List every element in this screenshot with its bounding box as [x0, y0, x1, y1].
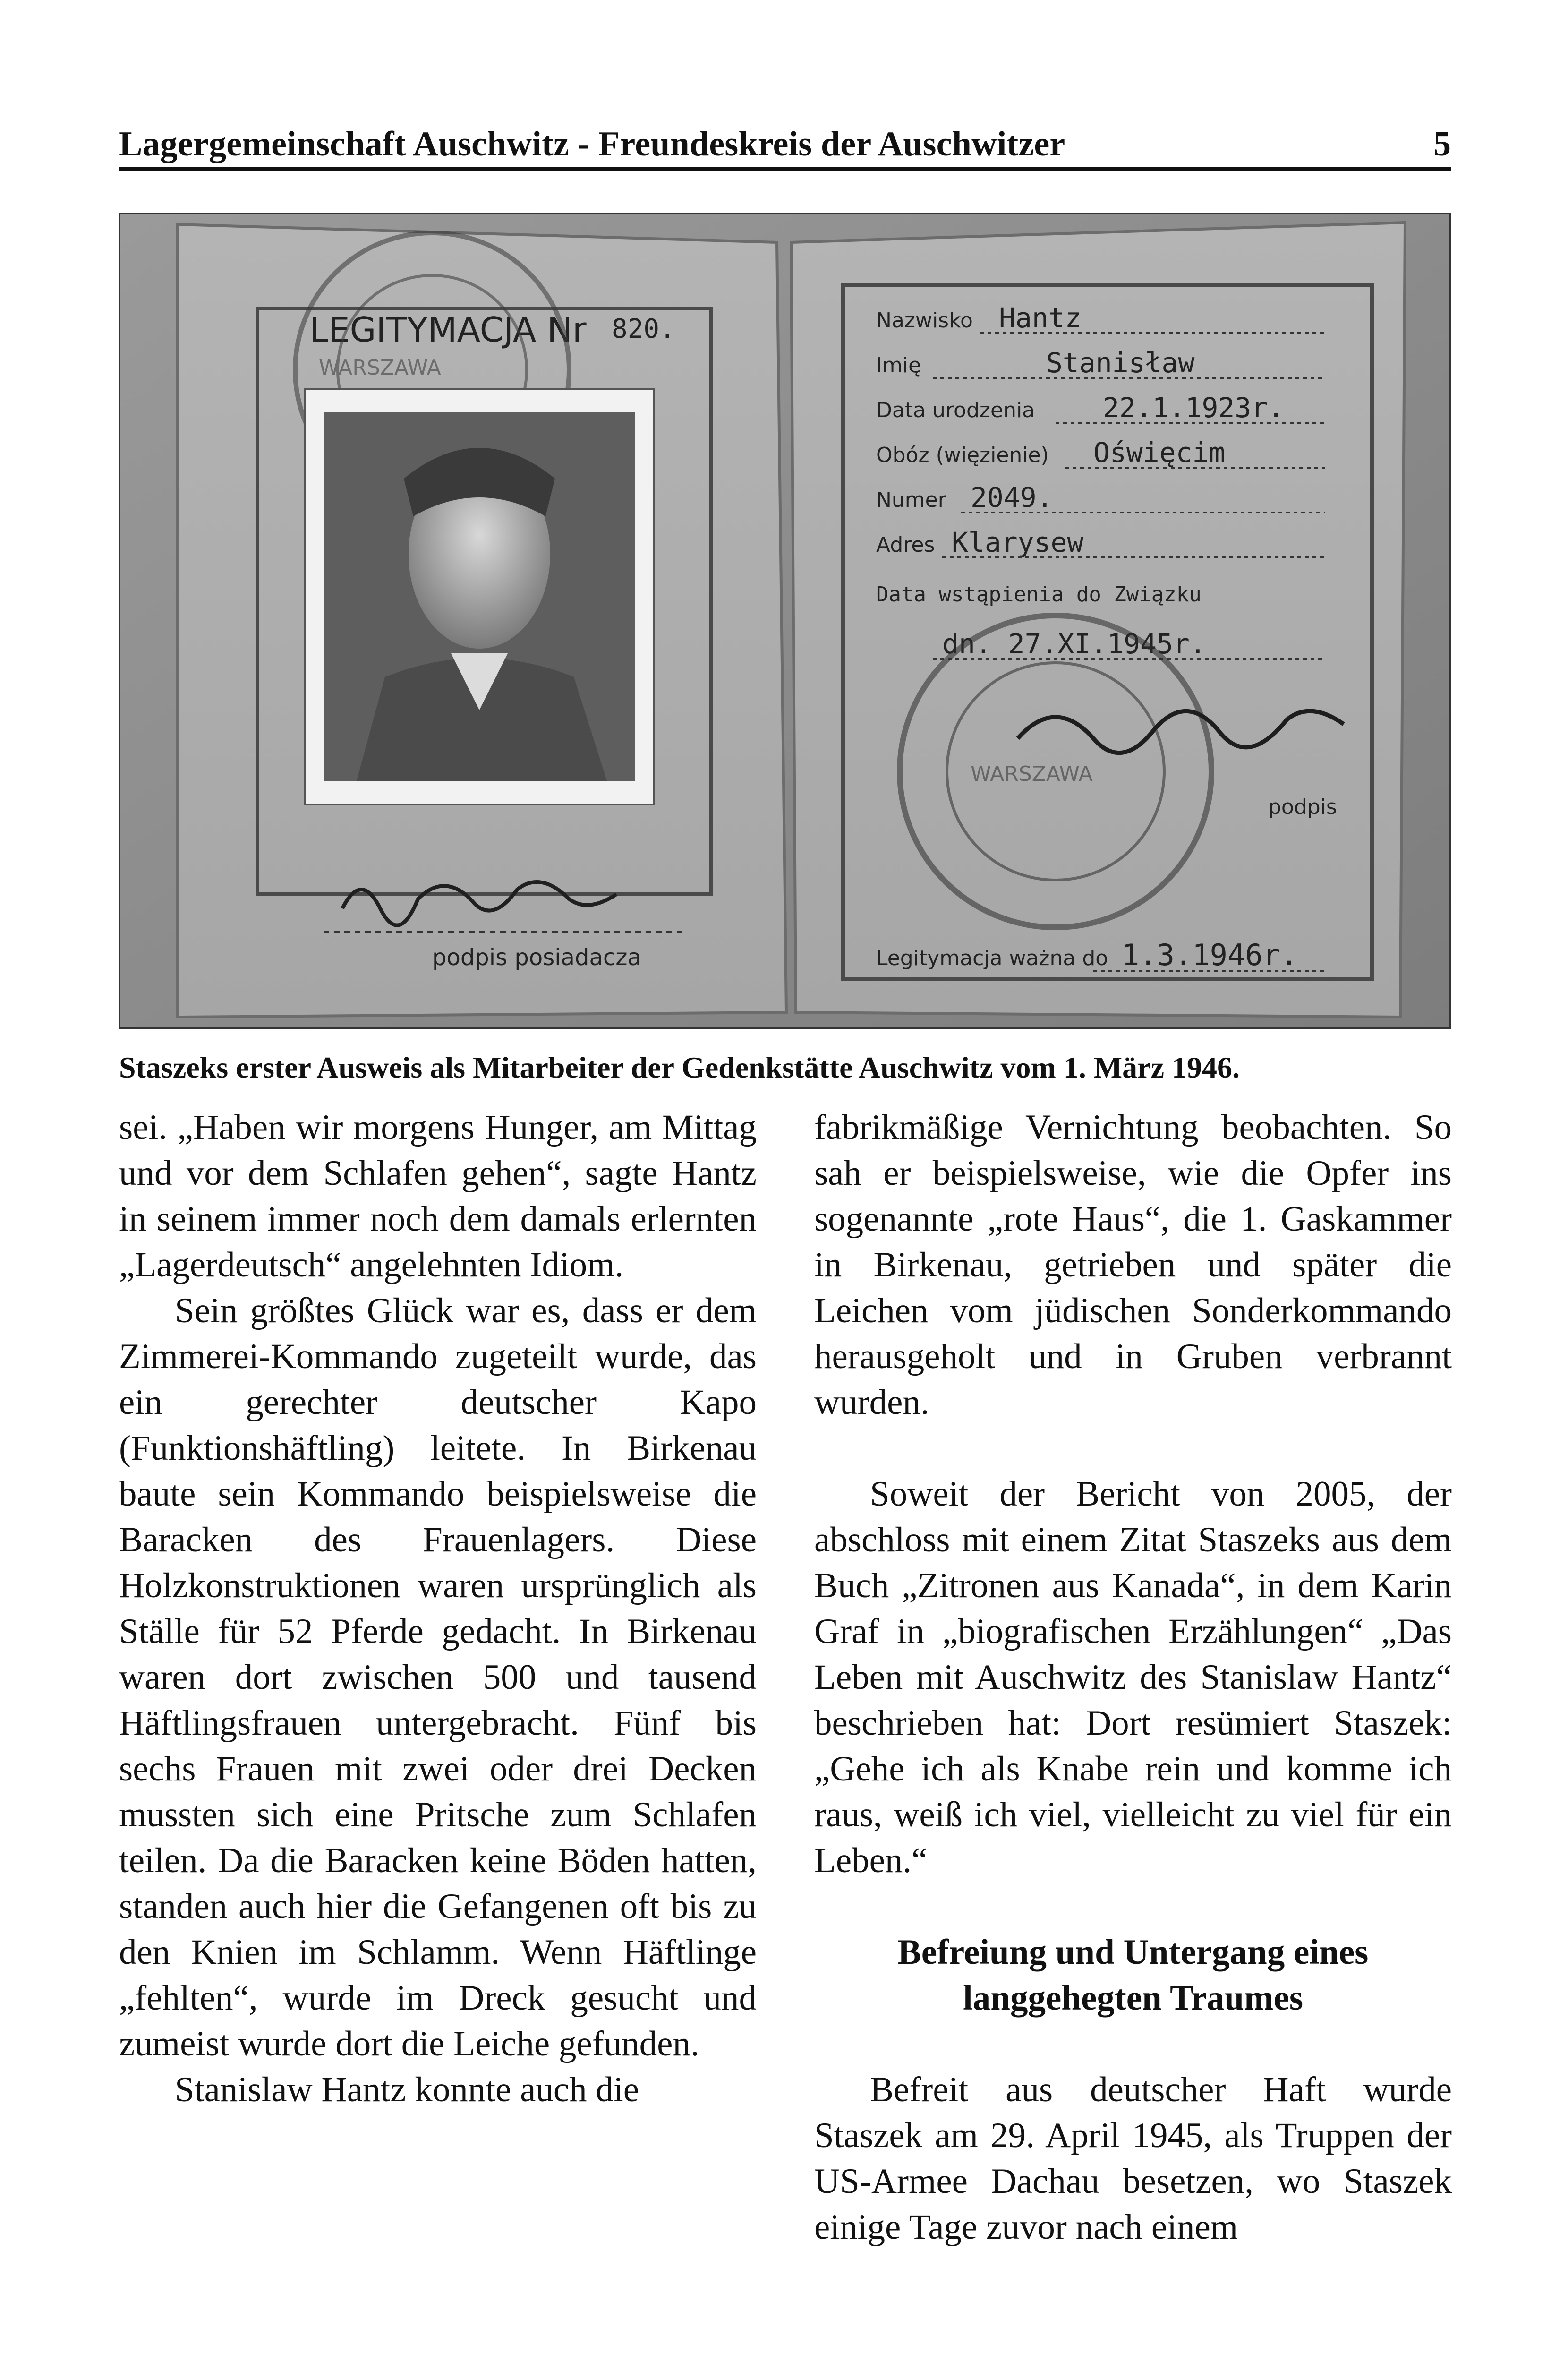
left-column	[119, 1104, 757, 2113]
right-column	[814, 1104, 1452, 2250]
field-label-adres: Adres	[876, 533, 935, 557]
left-page	[177, 224, 786, 1017]
page-number: 5	[1433, 125, 1451, 163]
right-page	[791, 223, 1405, 1017]
paragraph-continuation: fabrikmäßige Vernichtung beobachten. So sah er beispielsweise, wie die Opfer ins sogenannte „rote Haus“, die 1. Gaskammer in Birkenau, getrieben und später die Leichen vom jüdischen Sonderkommando herausgeholt und in Gruben verbrannt wurden.	[814, 1108, 1452, 1422]
paragraph: Sein größtes Glück war es, dass er dem Zimmerei-Kommando zugeteilt wurde, das ein gerechter deutscher Kapo (Funktionshäftling) leitete. In Birkenau baute sein Kommando beispielsweise die Baracken des Frauenlagers. Diese Holzkonstruktionen waren ursprünglich als Ställe für 52 Pferde gedacht. In Birkenau waren dort zwischen 500 und tausend Häftlingsfrauen untergebracht. Fünf bis sechs Frauen mit zwei oder drei Decken mussten sich eine Pritsche zum Schlafen teilen. Da die Baracken keine Böden hatten, standen auch hier die Gefangenen oft bis zu den Knien im Schlamm. Wenn Häftlinge „fehlten“, wurde im Dreck gesucht und zumeist wurde dort die Leiche gefunden.	[119, 1291, 757, 2063]
field-value-data-urodzenia: 22.1.1923r.	[1103, 392, 1285, 424]
running-header	[119, 119, 1451, 171]
field-value-oboz: Oświęcim	[1093, 436, 1226, 469]
field-label-nazwisko: Nazwisko	[876, 308, 973, 333]
id-card-photograph	[119, 213, 1451, 1029]
association-stamp-right	[900, 616, 1211, 927]
portrait-photo	[305, 389, 654, 804]
field-label-numer: Numer	[876, 488, 946, 512]
header-rule	[119, 167, 1451, 171]
field-value-nazwisko: Hantz	[999, 302, 1082, 334]
header-title: Lagergemeinschaft Auschwitz - Freundeskreis der Auschwitzer	[119, 125, 1065, 163]
signature-label: podpis posiadacza	[432, 944, 641, 971]
field-label-imie: Imię	[876, 353, 921, 377]
legitymacja-number: 820.	[612, 314, 675, 344]
paragraph: Stanislaw Hantz konnte auch die	[175, 2070, 639, 2109]
paragraph: Befreit aus deutscher Haft wurde Staszek am 29. April 1945, als Truppen der US-Armee Dachau besetzen, wo Staszek einige Tage zuvor nach einem	[814, 2070, 1452, 2247]
paragraph: Soweit der Bericht von 2005, der abschloss mit einem Zitat Staszeks aus dem Buch „Zitronen aus Kanada“, in dem Karin Graf in „biografischen Erzählungen“ „Das Leben mit Auschwitz des Stanislaw Hantz“ beschrieben hat: Dort resümiert Staszek: „Gehe ich als Knabe rein und komme ich raus, weiß ich viel, vielleicht zu viel für ein Leben.“	[814, 1474, 1452, 1880]
figure-caption: Staszeks erster Ausweis als Mitarbeiter der Gedenkstätte Auschwitz vom 1. März 1946.	[119, 1051, 1240, 1084]
paragraph-continuation: sei. „Haben wir morgens Hunger, am Mittag und vor dem Schlafen gehen“, sagte Hantz in seinem immer noch dem damals erlernten „Lagerdeutsch“ angelehnten Idiom.	[119, 1108, 757, 1284]
section-heading: Befreiung und Untergang eines langgehegten Traumes	[897, 1933, 1369, 2018]
field-value-imie: Stanisław	[1046, 347, 1195, 379]
official-signature-label: podpis	[1268, 795, 1337, 819]
valid-until-label: Legitymacja ważna do	[876, 946, 1108, 970]
legitymacja-heading: LEGITYMACJA Nr	[309, 310, 587, 350]
svg-text:WARSZAWA: WARSZAWA	[971, 762, 1093, 786]
id-card-illustration	[120, 214, 1449, 1027]
joined-label: Data wstąpienia do Związku	[876, 582, 1202, 607]
svg-text:WARSZAWA: WARSZAWA	[319, 356, 441, 380]
valid-until-value: 1.3.1946r.	[1122, 938, 1298, 972]
field-value-adres: Klarysew	[952, 526, 1084, 558]
field-label-oboz: Obóz (więzienie)	[876, 443, 1049, 467]
field-value-numer: 2049.	[971, 481, 1053, 513]
joined-value: dn. 27.XI.1945r.	[942, 628, 1206, 660]
field-label-data-urodzenia: Data urodzenia	[876, 398, 1035, 422]
